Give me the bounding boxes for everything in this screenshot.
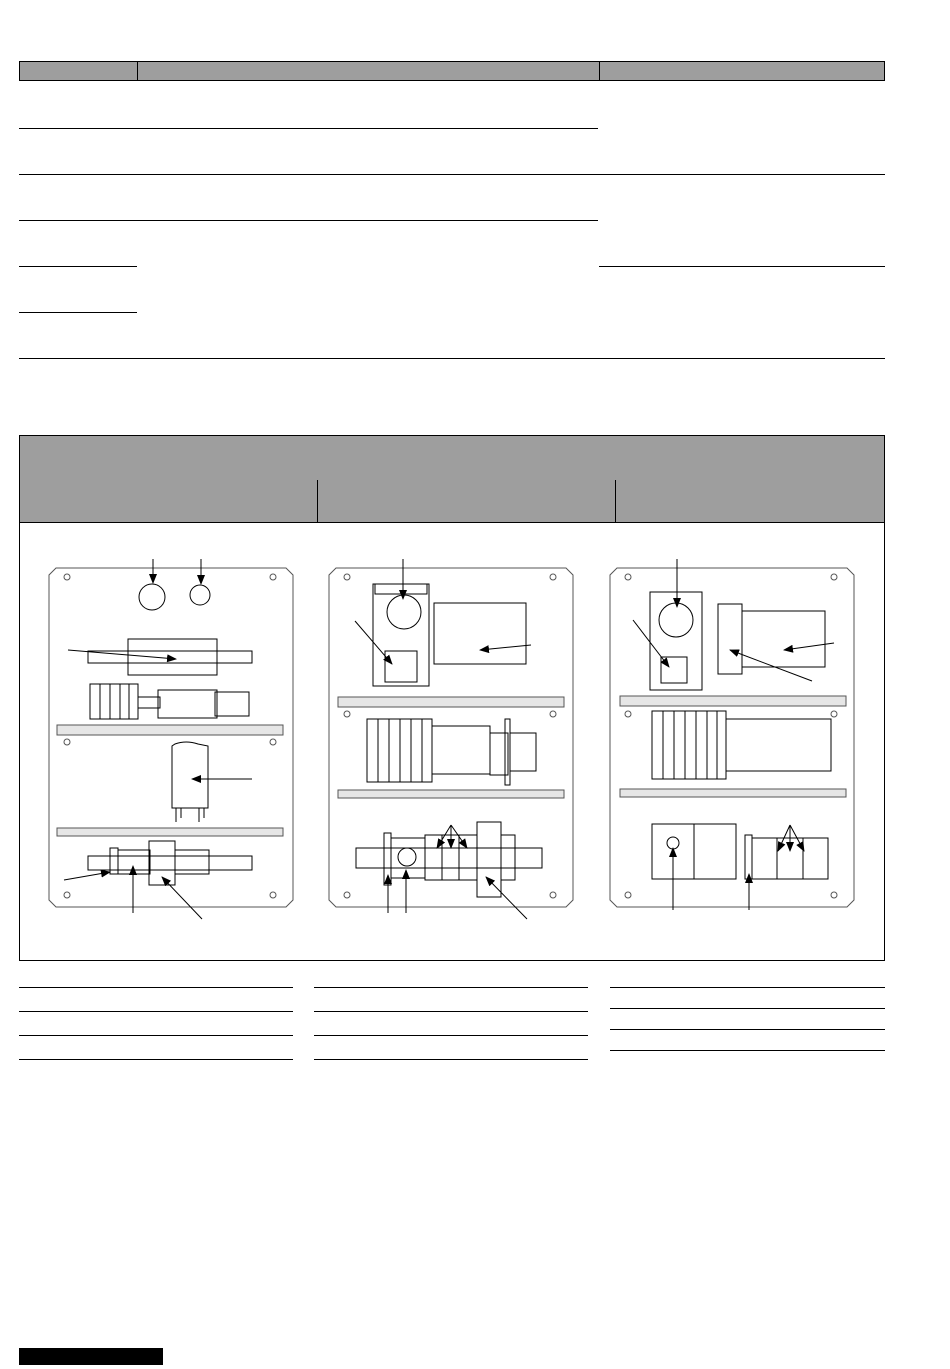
footer-page-tab	[19, 1348, 163, 1365]
legend-line	[314, 1059, 588, 1060]
legend-line	[314, 987, 588, 988]
board-drawing-3	[610, 559, 854, 910]
legend-line	[19, 1059, 293, 1060]
legend-line	[610, 1008, 885, 1009]
legend-line	[19, 987, 293, 988]
board-drawing-2	[329, 559, 573, 919]
legend-line	[19, 1035, 293, 1036]
board-drawing-1	[49, 559, 293, 919]
legend-line	[314, 1011, 588, 1012]
legend-line	[314, 1035, 588, 1036]
legend-line	[610, 1050, 885, 1051]
legend-line	[19, 1011, 293, 1012]
legend-line	[610, 1029, 885, 1030]
legend-line	[610, 987, 885, 988]
